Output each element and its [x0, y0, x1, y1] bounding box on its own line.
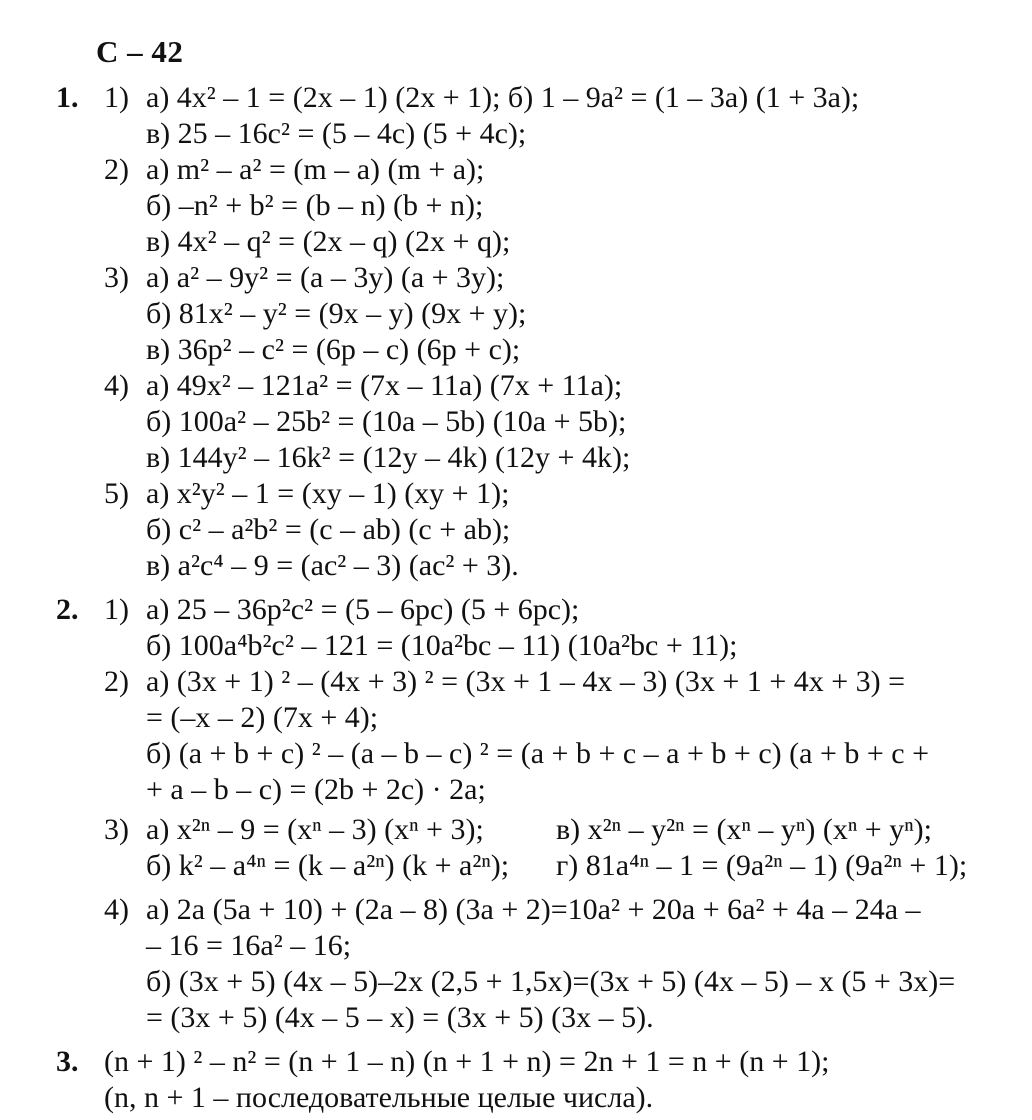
task-2-part-2-line-3: б) (a + b + c) ² – (a – b – c) ² = (a + b + c – a + b + c) (a + b + c + — [146, 737, 930, 770]
task-1-part-5-line-2: б) c² – a²b² = (c – ab) (c + ab); — [146, 513, 511, 546]
task-1-part-1-label: 1) — [104, 81, 129, 114]
task-2-part-3-left-2: б) k² – a⁴ⁿ = (k – a²ⁿ) (k + a²ⁿ); — [146, 849, 510, 882]
task-1-part-2-label: 2) — [104, 153, 129, 186]
task-1-part-2-line-1: а) m² – a² = (m – a) (m + a); — [146, 153, 485, 186]
task-2-part-1-line-2: б) 100a⁴b²c² – 121 = (10a²bc – 11) (10a²bc + 11); — [146, 629, 738, 662]
task-2-part-2-line-2: = (–x – 2) (7x + 4); — [146, 701, 379, 734]
task-3-line-2: (n, n + 1 – последовательные целые числа). — [104, 1081, 654, 1114]
task-1-part-1-line-2: в) 25 – 16c² = (5 – 4c) (5 + 4c); — [146, 117, 527, 150]
task-1-part-5-label: 5) — [104, 477, 129, 510]
task-1-part-3-label: 3) — [104, 261, 129, 294]
task-1-part-4-label: 4) — [104, 369, 129, 402]
task-1-part-3-line-3: в) 36p² – c² = (6p – c) (6p + c); — [146, 333, 521, 366]
task-2-part-3-right-2: г) 81a⁴ⁿ – 1 = (9a²ⁿ – 1) (9a²ⁿ + 1); — [556, 849, 968, 882]
task-1-part-3-line-1: а) a² – 9y² = (a – 3y) (a + 3y); — [146, 261, 505, 294]
task-1-part-4-line-1: а) 49x² – 121a² = (7x – 11a) (7x + 11a); — [146, 369, 623, 402]
task-2-part-4-line-2: – 16 = 16a² – 16; — [146, 929, 352, 962]
task-2-part-3-left-1: а) x²ⁿ – 9 = (xⁿ – 3) (xⁿ + 3); — [146, 813, 484, 846]
task-1-part-5-line-3: в) a²c⁴ – 9 = (ac² – 3) (ac² + 3). — [146, 549, 519, 582]
task-2-part-4-line-1: а) 2a (5a + 10) + (2a – 8) (3a + 2)=10a² + 20a + 6a² + 4a – 24a – — [146, 893, 921, 926]
task-2-part-2-line-1: а) (3x + 1) ² – (4x + 3) ² = (3x + 1 – 4x – 3) (3x + 1 + 4x + 3) = — [146, 665, 906, 698]
task-1-part-3-line-2: б) 81x² – y² = (9x – y) (9x + y); — [146, 297, 527, 330]
task-1-part-4-line-3: в) 144y² – 16k² = (12y – 4k) (12y + 4k); — [146, 441, 631, 474]
task-2-part-4-line-3: б) (3x + 5) (4x – 5)–2x (2,5 + 1,5x)=(3x + 5) (4x – 5) – x (5 + 3x)= — [146, 965, 956, 998]
task-2-part-2-label: 2) — [104, 665, 129, 698]
task-2-part-2-line-4: + a – b – c) = (2b + 2c) · 2a; — [146, 773, 486, 806]
page-title: С – 42 — [96, 34, 184, 69]
task-2-part-4-label: 4) — [104, 893, 129, 926]
task-1-part-1-line-1: а) 4x² – 1 = (2x – 1) (2x + 1); б) 1 – 9a² = (1 – 3a) (1 + 3a); — [146, 81, 860, 114]
task-2-part-1-line-1: а) 25 – 36p²c² = (5 – 6pc) (5 + 6pc); — [146, 593, 580, 626]
task-2-part-1-label: 1) — [104, 593, 129, 626]
task-1-part-2-line-2: б) –n² + b² = (b – n) (b + n); — [146, 189, 484, 222]
task-2-part-3-label: 3) — [104, 813, 129, 846]
task-1-number: 1. — [56, 81, 79, 114]
task-2-part-4-line-4: = (3x + 5) (4x – 5 – x) = (3x + 5) (3x – 5). — [146, 1001, 654, 1034]
task-1-part-2-line-3: в) 4x² – q² = (2x – q) (2x + q); — [146, 225, 511, 258]
task-2-number: 2. — [56, 593, 79, 626]
task-3-number: 3. — [56, 1045, 79, 1078]
task-2-part-3-right-1: в) x²ⁿ – y²ⁿ = (xⁿ – yⁿ) (xⁿ + yⁿ); — [556, 813, 932, 846]
task-1-part-4-line-2: б) 100a² – 25b² = (10a – 5b) (10a + 5b); — [146, 405, 627, 438]
task-3-line-1: (n + 1) ² – n² = (n + 1 – n) (n + 1 + n) = 2n + 1 = n + (n + 1); — [104, 1045, 830, 1078]
task-1-part-5-line-1: а) x²y² – 1 = (xy – 1) (xy + 1); — [146, 477, 510, 510]
